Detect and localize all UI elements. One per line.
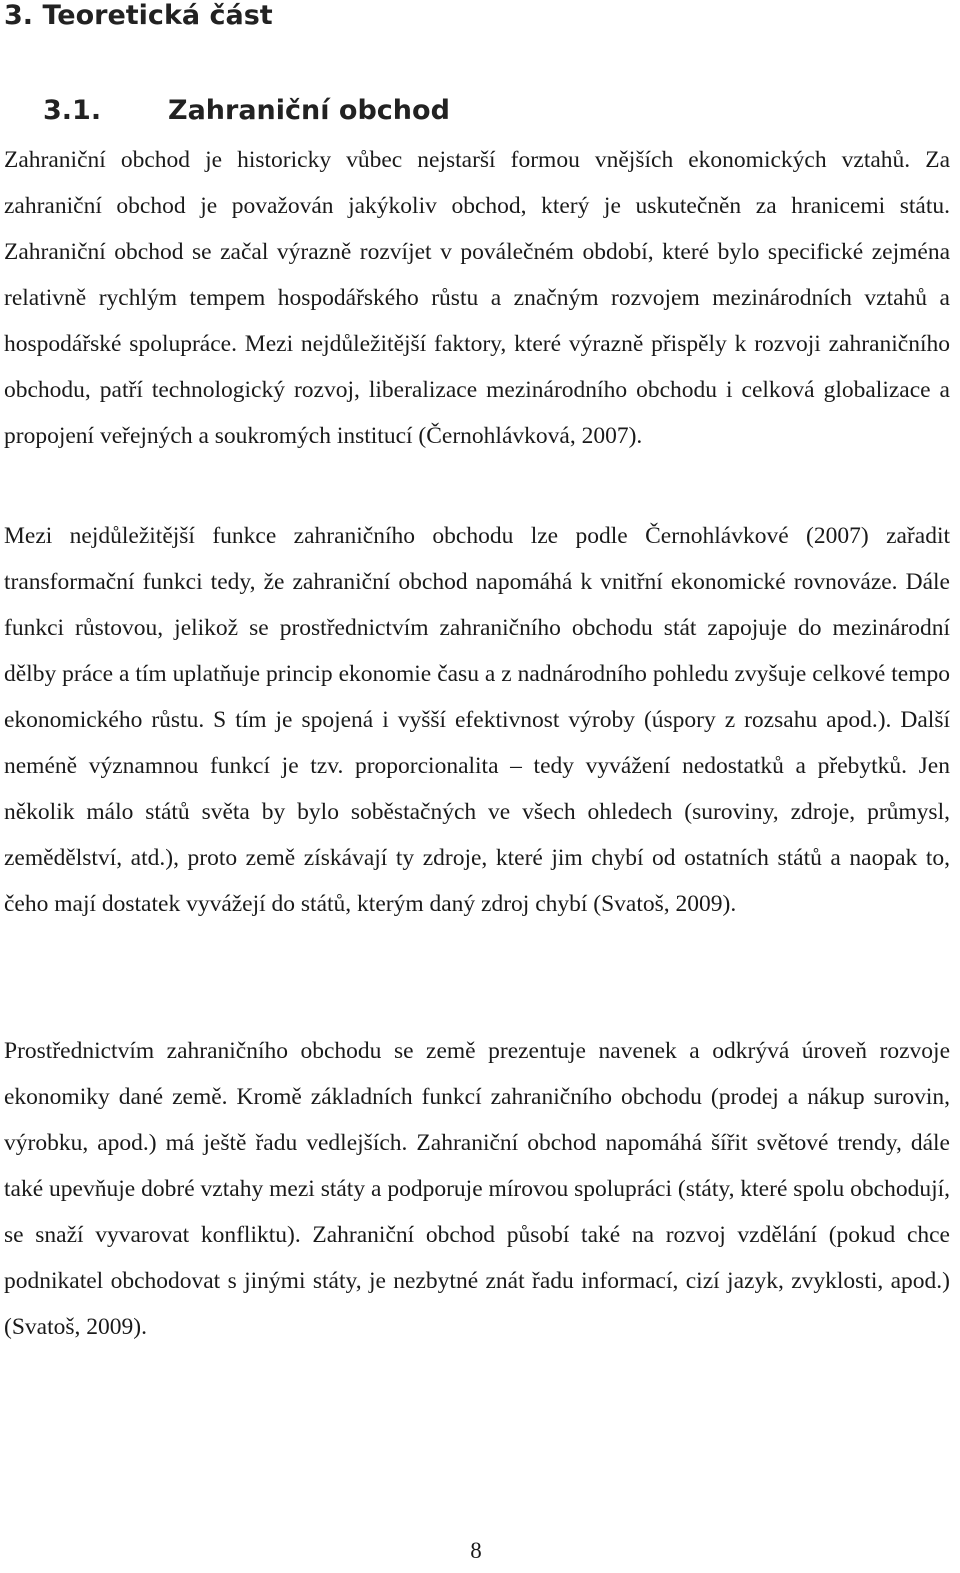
paragraph-3: Prostřednictvím zahraničního obchodu se země prezentuje navenek a odkrývá úroveň rozvoje ekonomiky dané země. Kromě základních funkcí zahraničního obchodu (prodej a nákup surovin, výrobku, apod.) má ještě řadu vedlejších. Zahraniční obchod napomáhá šířit světové trendy, dále také upevňuje dobré vztahy mezi státy a podporuje mírovou spolupráci (státy, které spolu obchodují, se snaží vyvarovat konfliktu). Zahraniční obchod působí také na rozvoj vzdělání (pokud chce podnikatel obchodovat s jinými státy, je nezbytné znát řadu informací, cizí jazyk, zvyklosti, apod.) (Svatoš, 2009). xyxy=(4,1038,950,1340)
chapter-title: Teoretická část xyxy=(42,0,273,31)
paragraph-2: Mezi nejdůležitější funkce zahraničního obchodu lze podle Černohlávkové (2007) zařadit transformační funkci tedy, že zahraniční obchod napomáhá k vnitřní ekonomické rovnováze. Dále funkci růstovou, jelikož se prostřednictvím zahraničního obchodu stát zapojuje do mezinárodní dělby práce a tím uplatňuje princip ekonomie času a z nadnárodního pohledu zvyšuje celkové tempo ekonomického růstu. S tím je spojená i vyšší efektivnost výroby (úspory z rozsahu apod.). Další neméně významnou funkcí je tzv. proporcionalita – tedy vyvážení nedostatků a přebytků. Jen několik málo států světa by bylo soběstačných ve všech ohledech (suroviny, zdroje, průmysl, zemědělství, atd.), proto země získávají ty zdroje, které jim chybí od ostatních států a naopak to, čeho mají dostatek vyvážejí do států, kterým daný zdroj chybí (Svatoš, 2009). xyxy=(4,523,950,917)
chapter-heading xyxy=(4,0,273,36)
section-number: 3.1. xyxy=(43,95,102,126)
section-title: Zahraniční obchod xyxy=(168,95,450,126)
page-number: 8 xyxy=(470,1538,482,1563)
paragraph-1: Zahraniční obchod je historicky vůbec nejstarší formou vnějších ekonomických vztahů. Za zahraniční obchod je považován jakýkoliv obchod, který je uskutečněn za hranicemi státu. Zahraniční obchod se začal výrazně rozvíjet v poválečném období, které bylo specifické zejména relativně rychlým tempem hospodářského růstu a značným rozvojem mezinárodních vztahů a hospodářské spolupráce. Mezi nejdůležitější faktory, které výrazně přispěly k rozvoji zahraničního obchodu, patří technologický rozvoj, liberalizace mezinárodního obchodu i celková globalizace a propojení veřejných a soukromých institucí (Černohlávková, 2007). xyxy=(4,147,950,449)
chapter-number: 3. xyxy=(4,0,34,31)
section-heading xyxy=(43,91,450,131)
